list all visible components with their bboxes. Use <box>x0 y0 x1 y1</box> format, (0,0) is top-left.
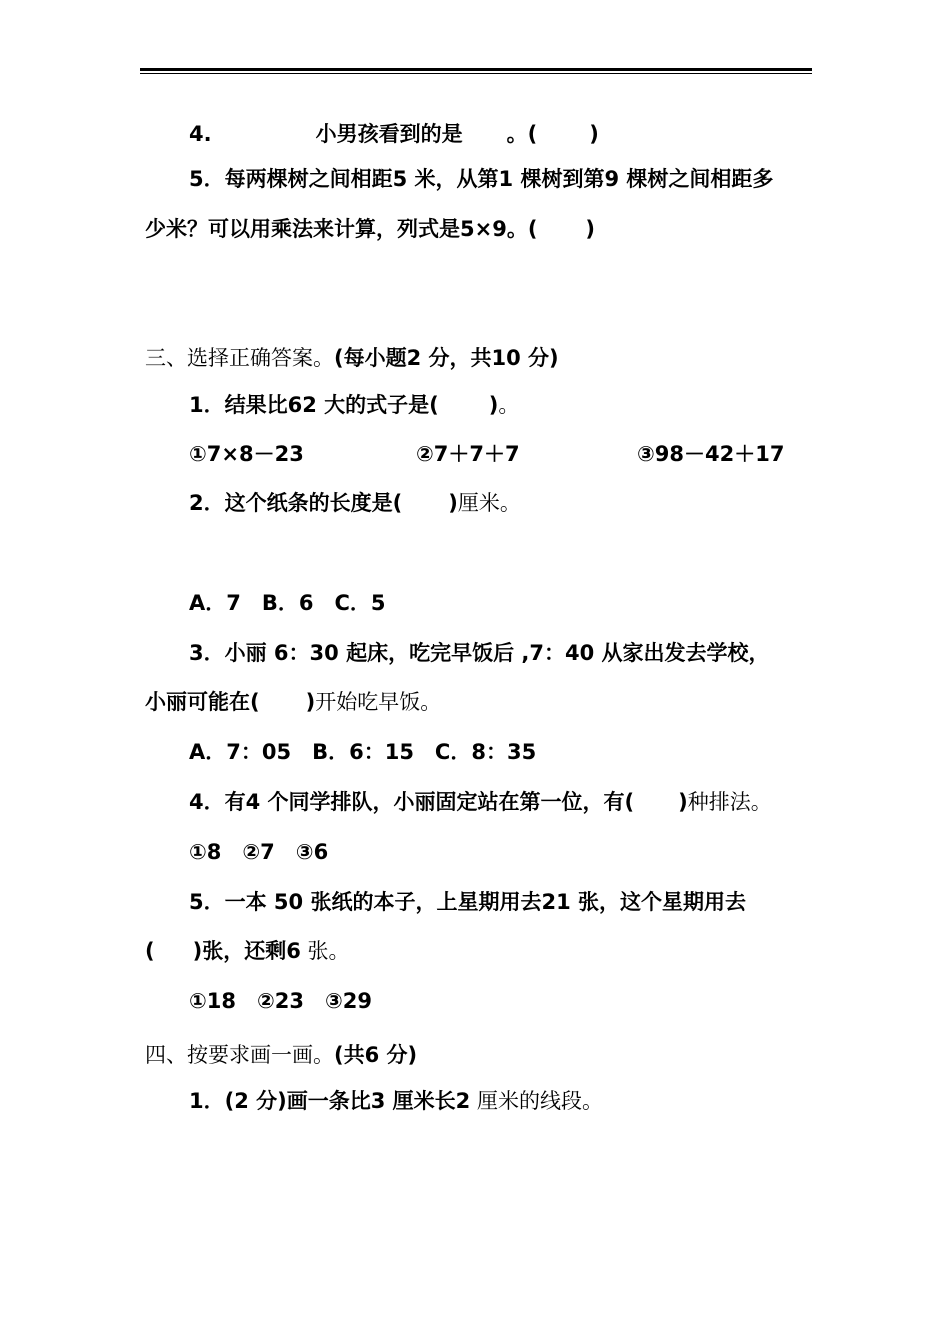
s3q5-tail: 张。 <box>300 939 350 963</box>
s3q3-options: A．7：05 B．6：15 C．8：35 <box>189 740 537 764</box>
s3q4-text: 4．有4 个同学排队，小丽固定站在第一位，有( <box>189 790 635 814</box>
tf-question-5-line1: 5．每两棵树之间相距5 米，从第1 棵树到第9 棵树之间相距多 <box>189 167 774 191</box>
tf-question-5-line2 <box>145 215 595 243</box>
tf-q5-close: ) <box>585 217 596 241</box>
s3q2-close: ) <box>448 491 458 515</box>
s3-question-4 <box>189 788 772 816</box>
tf-q5-text: 少米？可以用乘法来计算，列式是5×9。( <box>145 217 538 241</box>
s3q1-tail: 。 <box>498 393 520 417</box>
tf-q4-close: ) <box>589 122 599 146</box>
s3q1-text: 1．结果比62 大的式子是( <box>189 393 439 417</box>
tf-q4-number: 4. <box>189 122 212 146</box>
section-3-note: (每小题2 分，共10 分) <box>334 346 559 370</box>
section-4-title: 四、按要求画一画。 <box>145 1043 334 1067</box>
s3q3-close: ) <box>305 690 316 714</box>
header-rule-thin <box>140 73 812 74</box>
s3q1-option-2: ②7＋7＋7 <box>416 442 520 466</box>
s3q1-option-1: ①7×8－23 <box>189 442 304 466</box>
s3q5-text: )张，还剩6 <box>192 939 301 963</box>
s3-question-5-line2 <box>145 937 350 965</box>
s3-question-5-line1: 5．一本 50 张纸的本子，上星期用去21 张，这个星期用去 <box>189 890 746 914</box>
header-rule-thick <box>140 68 812 71</box>
s3q1-option-3: ③98－42＋17 <box>637 442 785 466</box>
section-4-heading <box>145 1041 417 1069</box>
s3q2-text: 2．这个纸条的长度是( <box>189 491 403 515</box>
s4q1-text: 1．(2 分)画一条比3 厘米长2 <box>189 1089 471 1113</box>
s3q2-tail: 厘米。 <box>457 491 521 515</box>
tf-q4-text: 小男孩看到的是 <box>315 122 463 146</box>
s3-question-1 <box>189 391 519 419</box>
s3-question-3-line1: 3．小丽 6：30 起床，吃完早饭后 ,7：40 从家出发去学校， <box>189 641 770 665</box>
s3q3-tail: 开始吃早饭。 <box>315 690 442 714</box>
section-4-note: (共6 分) <box>334 1043 418 1067</box>
s3q3-text: 小丽可能在( <box>145 690 260 714</box>
s3-question-2 <box>189 489 521 517</box>
s4-question-1 <box>189 1087 603 1115</box>
s3q4-tail: 种排法。 <box>687 790 772 814</box>
tf-question-4 <box>189 120 599 148</box>
s3-question-3-line2 <box>145 688 441 716</box>
s3q1-close: ) <box>488 393 499 417</box>
s3q4-options: ①8 ②7 ③6 <box>189 840 329 864</box>
s4q1-tail: 厘米的线段。 <box>470 1089 603 1113</box>
s3q5-options: ①18 ②23 ③29 <box>189 989 373 1013</box>
section-3-title: 三、选择正确答案。 <box>145 346 334 370</box>
s3q5-open: ( <box>145 939 155 963</box>
s3q2-options: A．7 B．6 C．5 <box>189 591 386 615</box>
section-3-heading <box>145 344 559 372</box>
tf-q4-open: 。( <box>506 122 538 146</box>
s3q4-close: ) <box>678 790 688 814</box>
